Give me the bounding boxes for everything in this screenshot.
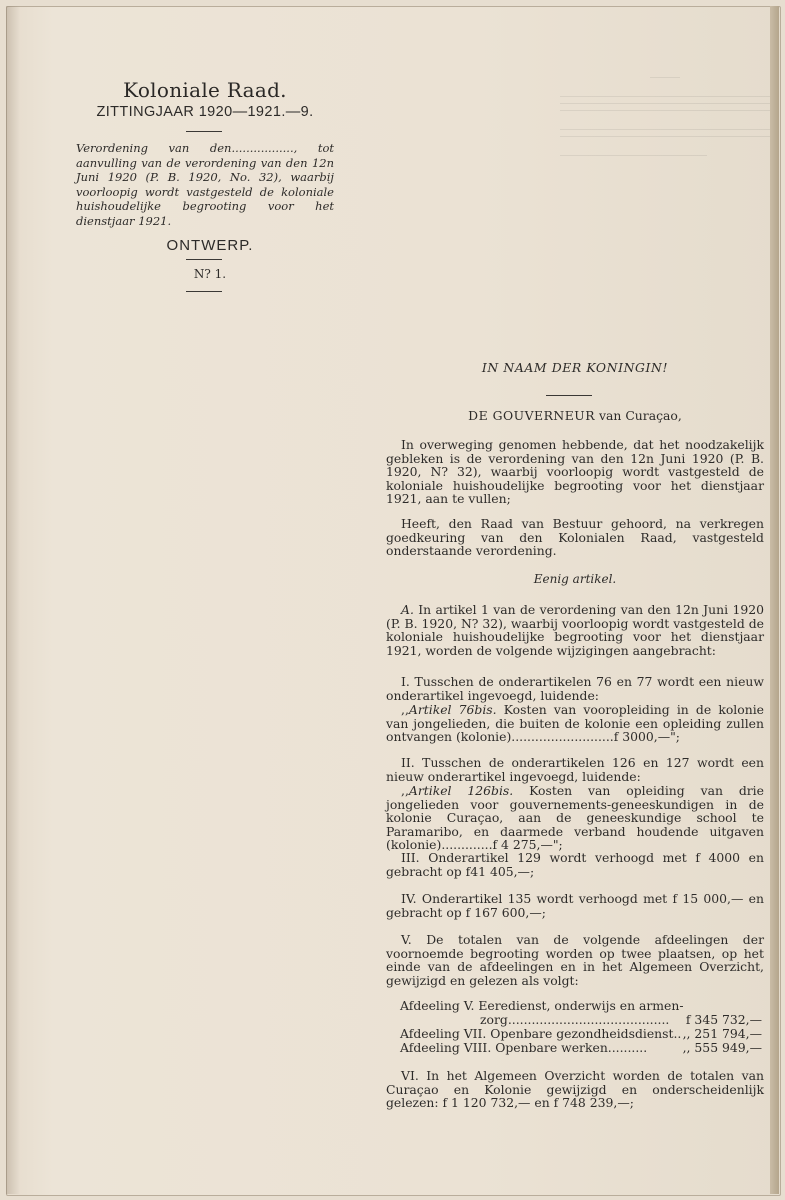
paragraph-iv: IV. Onderartikel 135 wordt verhoogd met f 15 000,— en gebracht op f 167 600,—;: [386, 891, 764, 920]
paragraph-heard: Heeft, den Raad van Bestuur gehoord, na verkregen goedkeuring van den Kolonialen Raad, vastgesteld onderstaande verordening.: [386, 516, 764, 559]
divider-rule: [186, 131, 222, 132]
paragraph-iii: III. Onderartikel 129 wordt verhoogd met f 4000 en gebracht op f41 405,—;: [386, 850, 764, 879]
council-title: Koloniale Raad.: [123, 78, 287, 102]
table-row-label: Afdeeling VII. Openbare gezondheidsdienst..: [400, 1026, 682, 1041]
article-76bis: [386, 703, 764, 744]
article-76bis-title: Artikel 76bis.: [408, 702, 497, 717]
draft-number: N? 1.: [193, 267, 227, 281]
table-row: [400, 1040, 762, 1054]
paragraph-a-text: In artikel 1 van de verordening van den 12n Juni 1920 (P. B. 1920, N? 32), waarbij voorloopig wordt vastgesteld de koloniale huishoudelijke begrooting voor het dienstjaar 1921, worden de volgende wijzigingen aangebracht:: [386, 602, 764, 658]
article-heading: Eenig artikel.: [533, 572, 617, 586]
authority-line: [386, 408, 764, 423]
article-126bis-text: Kosten van opleiding van drie jongelieden voor gouvernements-geneeskundigen in de kolonie Curaçao, aan de geneeskundige school te Paramaribo, en daarmede verband houdende uitgaven (kolonie).............f 4 275,—";: [386, 783, 764, 853]
table-row-label: Afdeeling VIII. Openbare werken..........: [400, 1040, 648, 1055]
ordinance-description: Verordening van den................., tot aanvulling van de verordening van den 12n Juni 1920 (P. B. 1920, No. 32), waarbij voorloopig wordt vastgesteld de koloniale huishoudelijke begrooting voor het dienstjaar 1921.: [76, 141, 334, 228]
paragraph-a: [386, 603, 764, 657]
totals-table: [400, 998, 762, 1054]
paragraph-ii: II. Tusschen de onderartikelen 126 en 127 wordt een nieuw onderartikel ingevoegd, luidende:: [386, 755, 764, 784]
draft-label: ONTWERP.: [166, 237, 254, 254]
table-row-label: Afdeeling V. Eeredienst, onderwijs en armen-: [400, 998, 684, 1013]
divider-rule: [186, 291, 222, 292]
page-gutter-shadow: [6, 6, 20, 1194]
table-row-label: zorg.........................................: [480, 1012, 670, 1027]
table-row: [400, 1026, 762, 1040]
table-row-amount: ,, 251 794,—: [682, 1026, 762, 1041]
quote-open: ,,: [401, 702, 409, 717]
divider-rule: [186, 259, 222, 260]
table-row: [400, 998, 762, 1012]
paragraph-v: V. De totalen van de volgende afdeelingen der voornoemde begrooting worden op twee plaatsen, op het einde van de afdeelingen en in het Algemeen Overzicht, gewijzigd en gelezen als volgt:: [386, 932, 764, 988]
article-126bis-title: Artikel 126bis.: [408, 783, 514, 798]
page-binding-edge: [770, 6, 779, 1194]
section-a-marker: A.: [401, 602, 414, 617]
paragraph-i: I. Tusschen de onderartikelen 76 en 77 wordt een nieuw onderartikel ingevoegd, luidende:: [386, 674, 764, 703]
authority-title: DE GOUVERNEUR: [468, 408, 596, 423]
invocation: IN NAAM DER KONINGIN!: [481, 360, 669, 375]
bleed-through-texture: [560, 62, 770, 222]
article-126bis: [386, 784, 764, 852]
table-row-amount: ,, 555 949,—: [682, 1040, 762, 1055]
paragraph-considering: In overweging genomen hebbende, dat het noodzakelijk gebleken is de verordening van den 12n Juni 1920 (P. B. 1920, N? 32), waarbij voorloopig wordt vastgesteld de koloniale huishoudelijke begrooting voor het dienstjaar 1921, aan te vullen;: [386, 437, 764, 507]
divider-rule: [546, 395, 592, 396]
table-row: [400, 1012, 762, 1026]
authority-place: van Curaçao,: [599, 408, 682, 423]
article-76bis-text: Kosten van vooropleiding in de kolonie van jongelieden, die buiten de kolonie een opleiding zullen ontvangen (kolonie)..........................f 3000,—";: [386, 702, 764, 745]
table-row-amount: f 345 732,—: [685, 1012, 762, 1027]
quote-open: ,,: [401, 783, 409, 798]
session-year: ZITTINGJAAR 1920—1921.—9.: [96, 104, 314, 120]
paragraph-vi: VI. In het Algemeen Overzicht worden de totalen van Curaçao en Kolonie gewijzigd en onderscheidenlijk gelezen: f 1 120 732,— en f 748 239,—;: [386, 1068, 764, 1111]
